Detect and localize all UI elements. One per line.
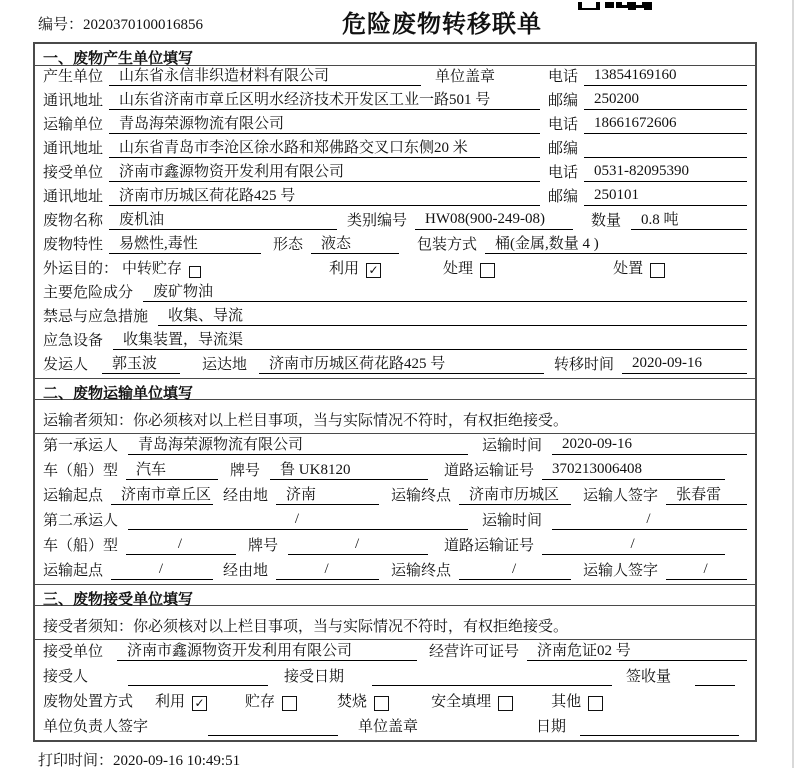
purpose-row <box>35 258 755 282</box>
route2-row <box>35 559 755 584</box>
permit2-label: 道路运输证号 <box>444 538 535 554</box>
vehicle1-label: 车（船）型 <box>43 463 119 479</box>
purpose-option-treat <box>443 257 495 278</box>
form-value: 液态 <box>311 232 399 254</box>
waste-trait-row <box>35 234 755 258</box>
serial-label: 编号： <box>38 17 84 33</box>
transporter-notice: 运输者须知：你必须核对以上栏目事项，当与实际情况不符时，有权拒绝接受。 <box>35 400 755 434</box>
document-header <box>0 0 796 42</box>
carrier2-row <box>35 509 755 534</box>
transporter-value: 青岛海荣源物流有限公司 <box>109 112 540 134</box>
disposal-other-checkbox <box>588 696 603 711</box>
disposal-option-incinerate <box>337 690 389 711</box>
purpose-treat-checkbox <box>480 263 495 278</box>
via2-label: 经由地 <box>223 563 269 579</box>
sign1-value: 张春雷 <box>666 483 747 505</box>
disposal-label: 废物处置方式 <box>43 694 134 710</box>
print-time-value: 2020-09-16 10:49:51 <box>113 753 241 769</box>
addr1-label: 通讯地址 <box>43 93 104 109</box>
phone2-value: 18661672606 <box>584 115 747 134</box>
permit2-value: / <box>542 536 725 555</box>
plate2-label: 牌号 <box>248 538 279 554</box>
end2-value: / <box>459 561 571 580</box>
disposal-use-label: 利用 <box>155 694 186 710</box>
time2-value: / <box>552 511 747 530</box>
equipment-label: 应急设备 <box>43 333 104 349</box>
disposal-landfill-checkbox <box>498 696 513 711</box>
via1-label: 经由地 <box>223 488 269 504</box>
purpose-use-checkbox: ✓ <box>366 263 381 278</box>
waste-name-label: 废物名称 <box>43 213 104 229</box>
permit1-value: 370213006408 <box>542 461 725 480</box>
waste-code-label: 类别编号 <box>347 213 408 229</box>
amount-value <box>695 667 735 686</box>
vehicle1-value: 汽车 <box>126 458 218 480</box>
zip3-label: 邮编 <box>548 189 579 205</box>
acceptor-row <box>35 665 755 690</box>
hazard-value: 废矿物油 <box>143 280 747 302</box>
head-sign-row <box>35 715 755 740</box>
accept-unit-value: 济南市鑫源物资开发利用有限公司 <box>117 639 417 661</box>
time2-label: 运输时间 <box>482 513 543 529</box>
producer-address-row <box>35 90 755 114</box>
phone2-label: 电话 <box>548 117 579 133</box>
phone1-label: 电话 <box>548 69 579 85</box>
section2-title: 二、废物运输单位填写 <box>35 378 755 400</box>
plate1-label: 牌号 <box>230 463 261 479</box>
section1-title: 一、废物产生单位填写 <box>35 44 755 66</box>
purpose-label: 外运目的： <box>43 261 119 277</box>
plate2-value: / <box>288 536 428 555</box>
disposal-other-label: 其他 <box>551 694 582 710</box>
dest-label: 运达地 <box>202 357 248 373</box>
disposal-use-checkbox: ✓ <box>192 696 207 711</box>
sender-label: 发运人 <box>43 357 89 373</box>
purpose-transfer-checkbox <box>189 266 201 278</box>
section3-title: 三、废物接受单位填写 <box>35 584 755 606</box>
accept-unit-label: 接受单位 <box>43 644 104 660</box>
sign1-label: 运输人签字 <box>583 488 659 504</box>
time1-value: 2020-09-16 <box>552 436 747 455</box>
end2-label: 运输终点 <box>391 563 452 579</box>
zip2-value <box>584 139 747 158</box>
trait-value: 易燃性,毒性 <box>109 232 261 254</box>
phone3-label: 电话 <box>548 165 579 181</box>
print-time <box>38 749 796 770</box>
transporter-address-row <box>35 138 755 162</box>
waste-name-row <box>35 210 755 234</box>
accept-date-label: 接受日期 <box>284 669 345 685</box>
sign2-value: / <box>666 561 747 580</box>
disposal-store-label: 贮存 <box>245 694 276 710</box>
zip3-value: 250101 <box>584 187 747 206</box>
producer-row <box>35 66 755 90</box>
disposal-incinerate-checkbox <box>374 696 389 711</box>
purpose-option-use-label: 利用 <box>329 261 360 277</box>
vehicle2-label: 车（船）型 <box>43 538 119 554</box>
equipment-value: 收集装置，导流渠 <box>113 328 747 350</box>
time1-label: 运输时间 <box>482 438 543 454</box>
license-value: 济南危证02 号 <box>527 639 747 661</box>
addr3-label: 通讯地址 <box>43 189 104 205</box>
disposal-incinerate-label: 焚烧 <box>337 694 368 710</box>
sender-row <box>35 354 755 378</box>
disposal-option-other <box>551 690 603 711</box>
hazard-label: 主要危险成分 <box>43 285 134 301</box>
date2-label: 日期 <box>536 719 567 735</box>
page-title: 危险废物转移联单 <box>342 12 542 38</box>
addr2-label: 通讯地址 <box>43 141 104 157</box>
date2-value <box>580 717 739 736</box>
disposal-option-store <box>245 690 297 711</box>
receiver-notice: 接受者须知：你必须核对以上栏目事项，当与实际情况不符时，有权拒绝接受。 <box>35 606 755 640</box>
vehicle1-row <box>35 459 755 484</box>
transporter-leftbox <box>43 112 548 134</box>
start1-label: 运输起点 <box>43 488 104 504</box>
taboo-row <box>35 306 755 330</box>
start1-value: 济南市章丘区 <box>111 483 213 505</box>
transporter-label: 运输单位 <box>43 117 104 133</box>
addr3-value: 济南市历城区荷花路425 号 <box>109 184 540 206</box>
license-label: 经营许可证号 <box>429 644 520 660</box>
transfer-time-label: 转移时间 <box>554 357 615 373</box>
transfer-time-value: 2020-09-16 <box>622 355 747 374</box>
dest-value: 济南市历城区荷花路425 号 <box>259 352 544 374</box>
purpose-dispose-checkbox <box>650 263 665 278</box>
purpose-option-use <box>329 257 381 278</box>
end1-value: 济南市历城区 <box>459 483 571 505</box>
disposal-option-landfill <box>431 690 513 711</box>
acceptor-value <box>128 667 268 686</box>
addr2-leftbox <box>43 136 548 158</box>
addr3-leftbox <box>43 184 548 206</box>
purpose-option-dispose <box>613 257 665 278</box>
serial-value: 2020370100016856 <box>83 17 204 33</box>
phone1-value: 13854169160 <box>584 67 747 86</box>
end1-label: 运输终点 <box>391 488 452 504</box>
trait-label: 废物特性 <box>43 237 104 253</box>
producer-value: 山东省永信非织造材料有限公司 <box>109 64 421 86</box>
print-time-label: 打印时间： <box>38 753 114 769</box>
carrier2-value: / <box>128 511 468 530</box>
disposal-option-use <box>155 690 207 711</box>
receiver-address-row <box>35 186 755 210</box>
receiver-label: 接受单位 <box>43 165 104 181</box>
purpose-option-treat-label: 处理 <box>443 261 474 277</box>
receiver-leftbox <box>43 160 548 182</box>
via2-value: / <box>276 561 379 580</box>
plate1-value: 鲁 UK8120 <box>270 458 428 480</box>
acceptor-label: 接受人 <box>43 669 89 685</box>
qr-code-icon <box>578 0 652 10</box>
purpose-option-transfer <box>122 257 201 278</box>
carrier1-label: 第一承运人 <box>43 438 119 454</box>
addr1-value: 山东省济南市章丘区明水经济技术开发区工业一路501 号 <box>109 88 540 110</box>
pack-value: 桶(金属,数量 4 ) <box>485 232 747 254</box>
disposal-store-checkbox <box>282 696 297 711</box>
waste-code-value: HW08(900-249-08) <box>415 211 573 230</box>
permit1-label: 道路运输证号 <box>444 463 535 479</box>
carrier1-row <box>35 434 755 459</box>
equipment-row <box>35 330 755 354</box>
hazard-row <box>35 282 755 306</box>
amount-label: 签收量 <box>626 669 672 685</box>
pack-label: 包装方式 <box>417 237 478 253</box>
purpose-option-transfer-label: 中转贮存 <box>122 261 183 277</box>
head-sign-value <box>208 717 338 736</box>
carrier1-value: 青岛海荣源物流有限公司 <box>128 433 468 455</box>
start2-label: 运输起点 <box>43 563 104 579</box>
head-sign-label: 单位负责人签字 <box>43 719 149 735</box>
accept-unit-row <box>35 640 755 665</box>
waste-name-value: 废机油 <box>109 208 337 230</box>
taboo-label: 禁忌与应急措施 <box>43 309 149 325</box>
addr1-leftbox <box>43 88 548 110</box>
start2-value: / <box>111 561 213 580</box>
zip1-value: 250200 <box>584 91 747 110</box>
accept-date-value <box>372 667 612 686</box>
producer-leftbox <box>43 64 548 86</box>
receiver-value: 济南市鑫源物资开发利用有限公司 <box>109 160 540 182</box>
page-edge-divider <box>792 0 794 768</box>
producer-label: 产生单位 <box>43 69 104 85</box>
zip2-label: 邮编 <box>548 141 579 157</box>
taboo-value: 收集、导流 <box>158 304 747 326</box>
receiver-row <box>35 162 755 186</box>
zip1-label: 邮编 <box>548 93 579 109</box>
sender-value: 郭玉波 <box>102 352 180 374</box>
phone3-value: 0531-82095390 <box>584 163 747 182</box>
disposal-row <box>35 690 755 715</box>
sign2-label: 运输人签字 <box>583 563 659 579</box>
route1-row <box>35 484 755 509</box>
manifest-form <box>33 42 757 742</box>
vehicle2-row <box>35 534 755 559</box>
addr2-value: 山东省青岛市李沧区徐水路和郑佛路交叉口东侧20 米 <box>109 136 540 158</box>
quantity-label: 数量 <box>591 213 622 229</box>
purpose-option-dispose-label: 处置 <box>613 261 644 277</box>
form-label: 形态 <box>273 237 304 253</box>
via1-value: 济南 <box>276 483 379 505</box>
quantity-value: 0.8 吨 <box>631 208 747 230</box>
disposal-landfill-label: 安全填埋 <box>431 694 492 710</box>
seal-label: 单位盖章 <box>435 69 496 85</box>
carrier2-label: 第二承运人 <box>43 513 119 529</box>
vehicle2-value: / <box>126 536 236 555</box>
transporter-row <box>35 114 755 138</box>
unit-seal-label: 单位盖章 <box>358 719 419 735</box>
